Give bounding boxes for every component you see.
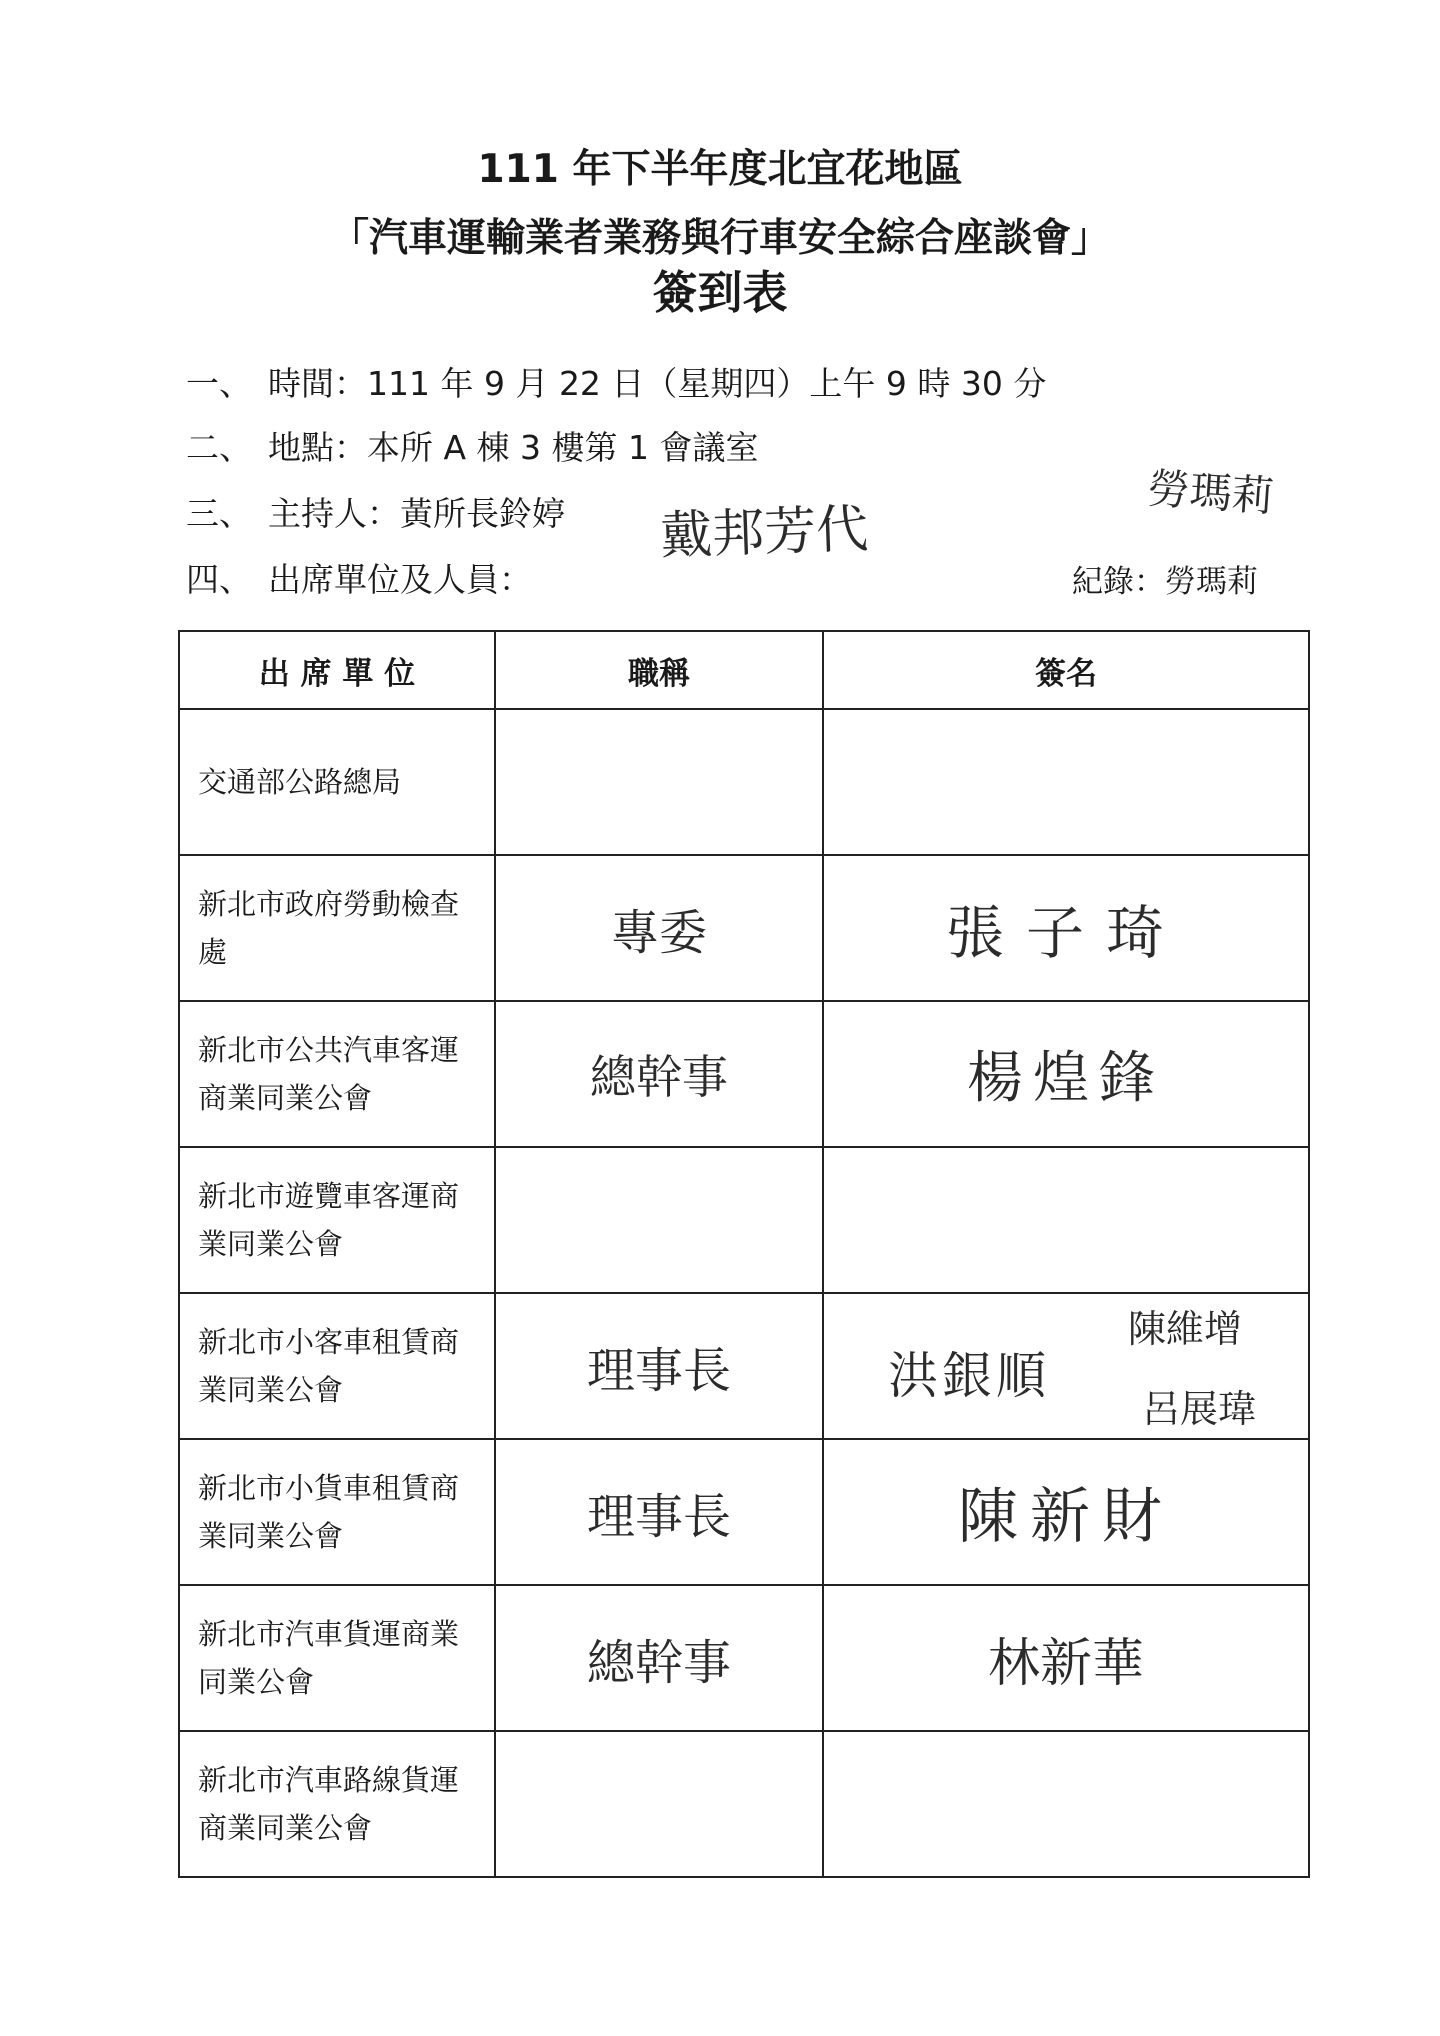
header-signature: 簽名 bbox=[823, 631, 1309, 709]
handwritten-signature: 楊煌鋒 bbox=[967, 1046, 1165, 1111]
unit-cell: 交通部公路總局 bbox=[179, 709, 495, 855]
handwritten-signature-extra: 陳維增 bbox=[1128, 1307, 1243, 1351]
unit-cell: 新北市汽車路線貨運商業同業公會 bbox=[179, 1731, 495, 1877]
signature-cell bbox=[823, 1147, 1309, 1293]
title-cell bbox=[495, 1001, 823, 1147]
handwritten-signature-extra: 呂展瑋 bbox=[1142, 1387, 1257, 1431]
info-host: 三、 主持人：黃所長鈴婷 bbox=[186, 494, 565, 533]
title-cell bbox=[495, 855, 823, 1001]
host-proxy-signature: 戴邦芳代 bbox=[659, 499, 870, 567]
handwritten-title: 理事長 bbox=[586, 1488, 731, 1545]
unit-cell: 新北市政府勞動檢查處 bbox=[179, 855, 495, 1001]
info-location: 二、 地點：本所 A 棟 3 樓第 1 會議室 bbox=[186, 428, 759, 467]
signin-table bbox=[178, 630, 1310, 1878]
unit-cell: 新北市小貨車租賃商業同業公會 bbox=[179, 1439, 495, 1585]
title-cell bbox=[495, 1147, 823, 1293]
handwritten-title: 理事長 bbox=[586, 1342, 731, 1399]
handwritten-signature: 張子琦 bbox=[945, 899, 1186, 967]
handwritten-title: 專委 bbox=[610, 904, 707, 961]
table-row bbox=[179, 1001, 1309, 1147]
unit-cell: 新北市小客車租賃商業同業公會 bbox=[179, 1293, 495, 1439]
document-title-line2: 「汽車運輸業者業務與行車安全綜合座談會」 bbox=[329, 216, 1110, 261]
unit-cell: 新北市遊覽車客運商業同業公會 bbox=[179, 1147, 495, 1293]
recorder-label: 紀錄：勞瑪莉 bbox=[1072, 564, 1258, 600]
header-unit: 出 席 單 位 bbox=[179, 631, 495, 709]
unit-cell: 新北市汽車貨運商業同業公會 bbox=[179, 1585, 495, 1731]
unit-cell: 新北市公共汽車客運商業同業公會 bbox=[179, 1001, 495, 1147]
document-title-line1: 111 年下半年度北宜花地區 bbox=[477, 147, 963, 192]
handwritten-signature: 林新華 bbox=[987, 1633, 1144, 1694]
table-row bbox=[179, 1585, 1309, 1731]
signature-cell bbox=[823, 1439, 1309, 1585]
table-row bbox=[179, 1293, 1309, 1439]
handwritten-title: 總幹事 bbox=[590, 1050, 728, 1104]
info-attendees: 四、 出席單位及人員： bbox=[186, 560, 532, 599]
signature-cell bbox=[823, 1585, 1309, 1731]
recorder-signature: 勞瑪莉 bbox=[1146, 463, 1276, 522]
table-header-row bbox=[179, 631, 1309, 709]
table-row bbox=[179, 1147, 1309, 1293]
table-row bbox=[179, 855, 1309, 1001]
info-time: 一、 時間：111 年 9 月 22 日（星期四）上午 9 時 30 分 bbox=[186, 364, 1047, 403]
signature-cell bbox=[823, 709, 1309, 855]
table-row bbox=[179, 1439, 1309, 1585]
title-cell bbox=[495, 1293, 823, 1439]
table-row bbox=[179, 1731, 1309, 1877]
signature-cell bbox=[823, 1731, 1309, 1877]
signature-cell bbox=[823, 855, 1309, 1001]
title-cell bbox=[495, 1439, 823, 1585]
signature-cell bbox=[823, 1001, 1309, 1147]
title-cell bbox=[495, 1585, 823, 1731]
handwritten-title: 總幹事 bbox=[586, 1634, 731, 1691]
document-title-line3: 簽到表 bbox=[652, 266, 788, 319]
handwritten-signature: 陳新財 bbox=[958, 1482, 1174, 1552]
title-cell bbox=[495, 1731, 823, 1877]
header-title: 職稱 bbox=[495, 631, 823, 709]
table-row bbox=[179, 709, 1309, 855]
handwritten-signature: 洪銀順 bbox=[888, 1347, 1050, 1405]
signature-cell bbox=[823, 1293, 1309, 1439]
title-cell bbox=[495, 709, 823, 855]
